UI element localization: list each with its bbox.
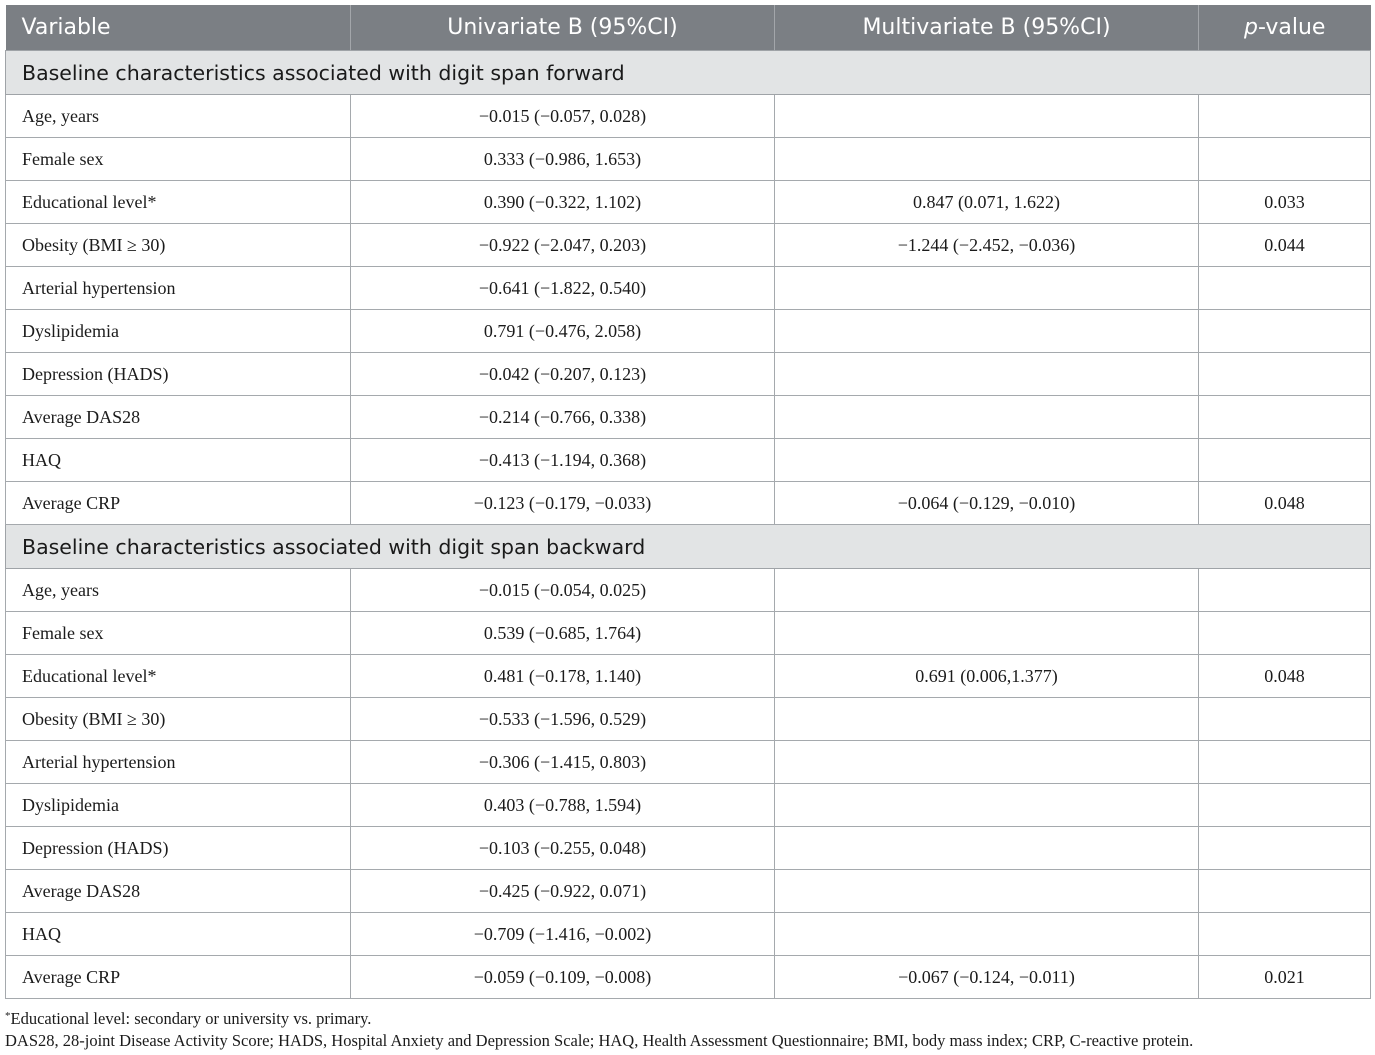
table-row	[6, 310, 1371, 353]
footnote-education	[5, 1005, 1370, 1030]
pvalue-cell: 0.048	[1199, 482, 1371, 525]
pvalue-cell	[1199, 569, 1371, 612]
univariate-cell: −0.922 (−2.047, 0.203)	[351, 224, 775, 267]
table-row	[6, 439, 1371, 482]
univariate-cell: −0.123 (−0.179, −0.033)	[351, 482, 775, 525]
variable-cell: Dyslipidemia	[6, 310, 351, 353]
univariate-cell: −0.015 (−0.057, 0.028)	[351, 95, 775, 138]
results-table-container	[5, 5, 1370, 999]
variable-cell: Arterial hypertension	[6, 741, 351, 784]
regression-table	[5, 5, 1371, 999]
pvalue-cell	[1199, 95, 1371, 138]
table-row	[6, 353, 1371, 396]
table-row	[6, 224, 1371, 267]
univariate-cell: −0.214 (−0.766, 0.338)	[351, 396, 775, 439]
multivariate-cell	[775, 741, 1199, 784]
variable-cell: Average CRP	[6, 956, 351, 999]
footnote-abbreviations: DAS28, 28-joint Disease Activity Score; HADS, Hospital Anxiety and Depression Scale; HAQ, Health Assessment Questionnaire; BMI, body mass index; CRP, C-reactive protein.	[5, 1031, 1194, 1050]
variable-cell: Dyslipidemia	[6, 784, 351, 827]
pvalue-cell	[1199, 827, 1371, 870]
variable-cell: Average DAS28	[6, 870, 351, 913]
variable-cell: Female sex	[6, 138, 351, 181]
multivariate-cell	[775, 439, 1199, 482]
footnote-education-text: Educational level: secondary or university vs. primary.	[10, 1009, 372, 1028]
table-header	[6, 5, 1371, 51]
multivariate-cell	[775, 784, 1199, 827]
variable-cell: Arterial hypertension	[6, 267, 351, 310]
table-row	[6, 138, 1371, 181]
header-multivariate: Multivariate B (95%CI)	[775, 5, 1199, 51]
multivariate-cell	[775, 913, 1199, 956]
footnotes	[5, 1005, 1370, 1052]
section-title: Baseline characteristics associated with digit span forward	[6, 51, 1371, 95]
variable-cell: Obesity (BMI ≥ 30)	[6, 698, 351, 741]
multivariate-cell	[775, 870, 1199, 913]
header-row	[6, 5, 1371, 51]
table-body	[6, 51, 1371, 999]
footnote-mark: *	[5, 1010, 11, 1022]
multivariate-cell: −0.067 (−0.124, −0.011)	[775, 956, 1199, 999]
multivariate-cell	[775, 353, 1199, 396]
univariate-cell: 0.481 (−0.178, 1.140)	[351, 655, 775, 698]
univariate-cell: −0.641 (−1.822, 0.540)	[351, 267, 775, 310]
multivariate-cell	[775, 95, 1199, 138]
variable-cell: Average DAS28	[6, 396, 351, 439]
univariate-cell: −0.533 (−1.596, 0.529)	[351, 698, 775, 741]
header-variable: Variable	[6, 5, 351, 51]
table-row	[6, 181, 1371, 224]
multivariate-cell: 0.691 (0.006,1.377)	[775, 655, 1199, 698]
univariate-cell: 0.539 (−0.685, 1.764)	[351, 612, 775, 655]
pvalue-cell	[1199, 353, 1371, 396]
table-row	[6, 612, 1371, 655]
pvalue-cell	[1199, 612, 1371, 655]
multivariate-cell	[775, 310, 1199, 353]
univariate-cell: 0.791 (−0.476, 2.058)	[351, 310, 775, 353]
pvalue-cell	[1199, 870, 1371, 913]
univariate-cell: 0.390 (−0.322, 1.102)	[351, 181, 775, 224]
pvalue-cell	[1199, 310, 1371, 353]
header-pvalue	[1199, 5, 1371, 51]
pvalue-cell	[1199, 396, 1371, 439]
pvalue-cell	[1199, 784, 1371, 827]
variable-cell: Average CRP	[6, 482, 351, 525]
variable-cell: HAQ	[6, 913, 351, 956]
pvalue-cell	[1199, 741, 1371, 784]
multivariate-cell	[775, 267, 1199, 310]
variable-cell: Depression (HADS)	[6, 827, 351, 870]
table-row	[6, 870, 1371, 913]
pvalue-cell	[1199, 913, 1371, 956]
variable-cell: Age, years	[6, 569, 351, 612]
section-header-row	[6, 525, 1371, 569]
multivariate-cell	[775, 612, 1199, 655]
table-row	[6, 655, 1371, 698]
table-row	[6, 741, 1371, 784]
univariate-cell: 0.403 (−0.788, 1.594)	[351, 784, 775, 827]
table-row	[6, 784, 1371, 827]
pvalue-cell	[1199, 698, 1371, 741]
header-pvalue-p: p	[1244, 15, 1258, 40]
variable-cell: Age, years	[6, 95, 351, 138]
table-row	[6, 913, 1371, 956]
table-row	[6, 827, 1371, 870]
section-header-row	[6, 51, 1371, 95]
pvalue-cell: 0.044	[1199, 224, 1371, 267]
multivariate-cell	[775, 698, 1199, 741]
multivariate-cell	[775, 569, 1199, 612]
section-title: Baseline characteristics associated with digit span backward	[6, 525, 1371, 569]
univariate-cell: −0.015 (−0.054, 0.025)	[351, 569, 775, 612]
variable-cell: Educational level*	[6, 655, 351, 698]
header-pvalue-suffix: -value	[1258, 15, 1326, 40]
table-row	[6, 698, 1371, 741]
univariate-cell: −0.059 (−0.109, −0.008)	[351, 956, 775, 999]
variable-cell: Obesity (BMI ≥ 30)	[6, 224, 351, 267]
multivariate-cell: −0.064 (−0.129, −0.010)	[775, 482, 1199, 525]
multivariate-cell	[775, 396, 1199, 439]
pvalue-cell	[1199, 267, 1371, 310]
pvalue-cell: 0.048	[1199, 655, 1371, 698]
variable-cell: Depression (HADS)	[6, 353, 351, 396]
univariate-cell: −0.425 (−0.922, 0.071)	[351, 870, 775, 913]
pvalue-cell: 0.021	[1199, 956, 1371, 999]
multivariate-cell	[775, 827, 1199, 870]
table-row	[6, 95, 1371, 138]
variable-cell: Educational level*	[6, 181, 351, 224]
table-row	[6, 396, 1371, 439]
table-row	[6, 267, 1371, 310]
multivariate-cell: −1.244 (−2.452, −0.036)	[775, 224, 1199, 267]
univariate-cell: −0.042 (−0.207, 0.123)	[351, 353, 775, 396]
variable-cell: HAQ	[6, 439, 351, 482]
multivariate-cell	[775, 138, 1199, 181]
pvalue-cell	[1199, 138, 1371, 181]
header-univariate: Univariate B (95%CI)	[351, 5, 775, 51]
table-row	[6, 482, 1371, 525]
univariate-cell: −0.306 (−1.415, 0.803)	[351, 741, 775, 784]
pvalue-cell: 0.033	[1199, 181, 1371, 224]
multivariate-cell: 0.847 (0.071, 1.622)	[775, 181, 1199, 224]
univariate-cell: 0.333 (−0.986, 1.653)	[351, 138, 775, 181]
pvalue-cell	[1199, 439, 1371, 482]
univariate-cell: −0.709 (−1.416, −0.002)	[351, 913, 775, 956]
table-row	[6, 569, 1371, 612]
univariate-cell: −0.413 (−1.194, 0.368)	[351, 439, 775, 482]
univariate-cell: −0.103 (−0.255, 0.048)	[351, 827, 775, 870]
variable-cell: Female sex	[6, 612, 351, 655]
table-row	[6, 956, 1371, 999]
